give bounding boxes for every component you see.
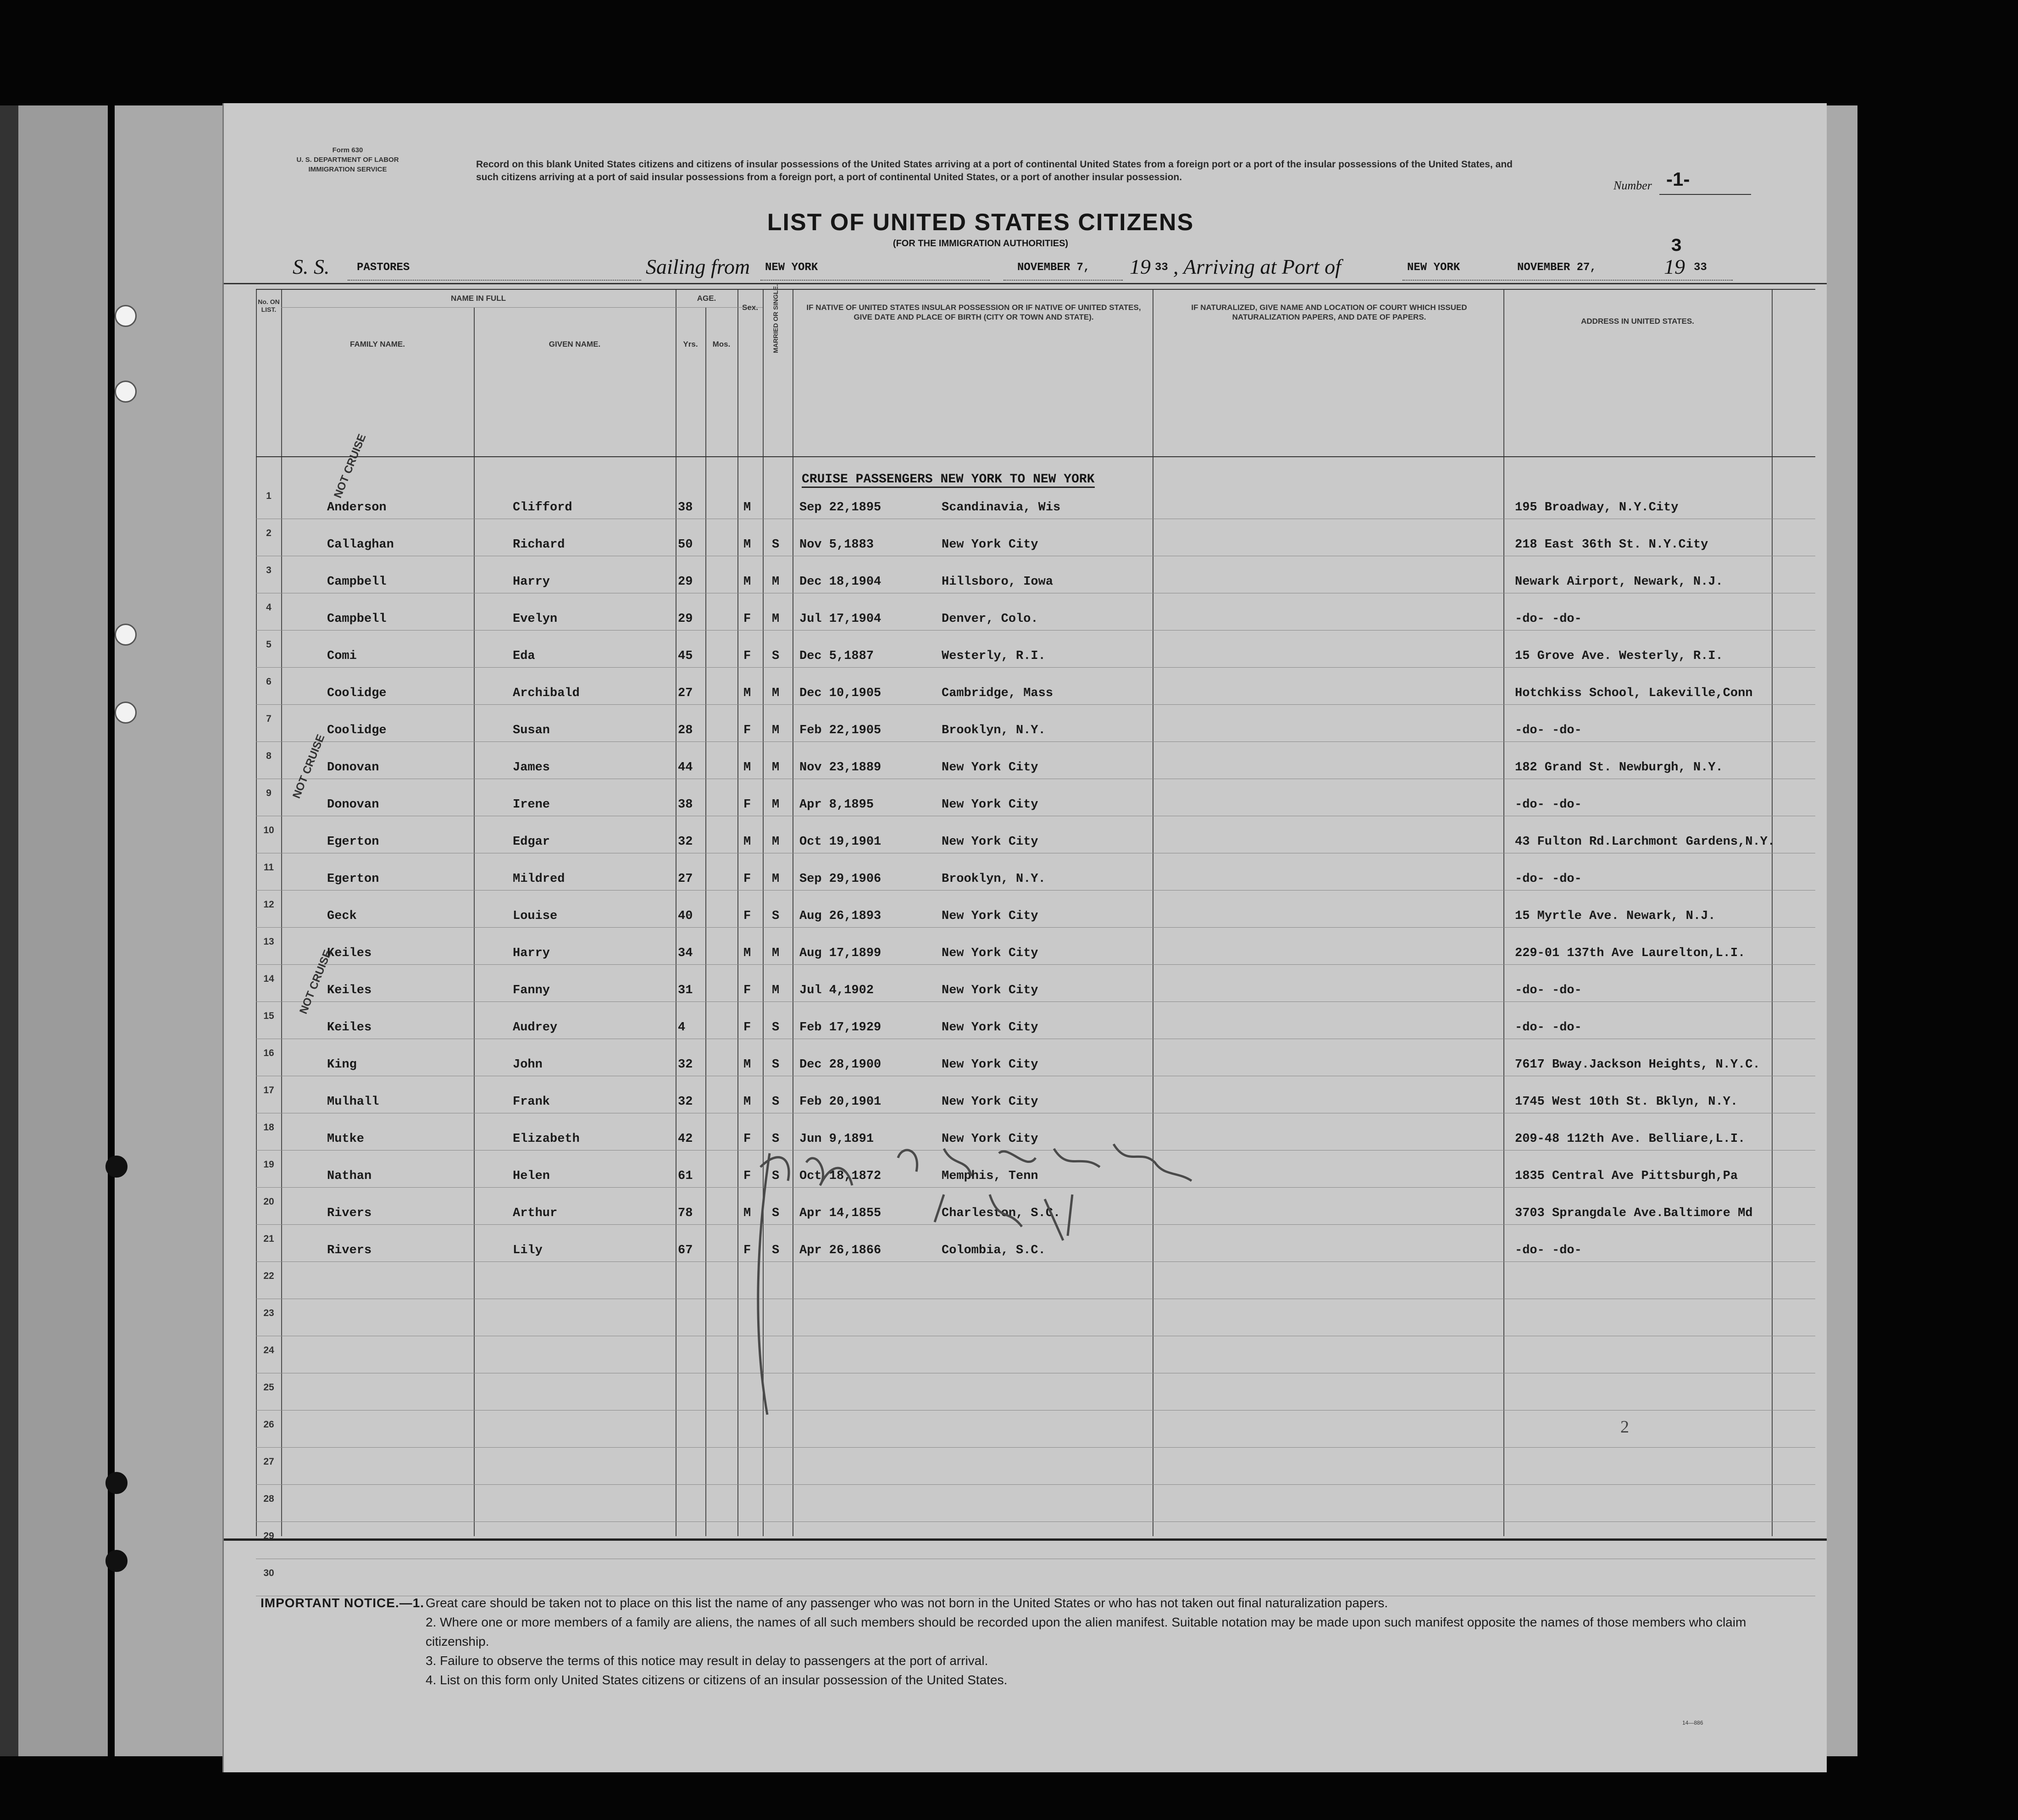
cell-address: -do- -do- [1515,1244,1582,1257]
col-line [705,307,706,1536]
cell-sex: F [743,649,751,663]
cell-place: New York City [942,835,1038,849]
arriving-year-overwrite: 3 [1671,236,1682,257]
row-rule [256,1001,1815,1002]
cell-place: New York City [942,984,1038,997]
row-rule [256,667,1815,668]
cell-sex: F [743,909,751,923]
cell-family: Keiles [327,984,372,997]
cell-ms: M [772,575,780,589]
ship-underline [348,280,641,281]
cell-ms: M [772,686,780,700]
row-rule [256,1521,1815,1522]
number-label: Number [1613,179,1652,192]
cell-ms: S [772,1021,780,1034]
cell-dob: Nov 5,1883 [799,538,874,552]
arriving-year: 33 [1694,261,1707,274]
col-line [1772,289,1773,1536]
notice-label: IMPORTANT NOTICE.—1. [261,1596,425,1610]
line-number: 22 [263,1271,274,1281]
line-number: 2 [266,528,272,538]
cell-sex: M [743,1206,751,1220]
line-number: 27 [263,1456,274,1467]
table-bottom-rule [224,1538,1827,1541]
cell-age: 38 [678,501,693,514]
notice-item: 2. Where one or more members of a family are aliens, the names of all such members should be recorded upon the alien manifest. Suitable notation may be made upon such manifest opposite the names of those members who claim citizenship. [426,1615,1746,1649]
page-mark: 2 [1620,1417,1629,1437]
cell-family: Keiles [327,946,372,960]
cell-dob: Dec 18,1904 [799,575,881,589]
binder-hole [105,1550,128,1572]
cell-place: Brooklyn, N.Y. [942,724,1046,737]
col-line [281,289,282,1536]
line-number: 4 [266,602,272,613]
line-number: 17 [263,1085,274,1095]
cell-dob: Feb 22,1905 [799,724,881,737]
line-number: 9 [266,788,272,798]
cell-family: Mulhall [327,1095,379,1109]
cell-sex: M [743,946,751,960]
line-number: 28 [263,1494,274,1504]
cell-place: Memphis, Tenn [942,1169,1038,1183]
sailing-port-underline [760,280,990,281]
cell-ms: S [772,1058,780,1072]
cell-ms: M [772,761,780,774]
row-rule [256,890,1815,891]
header-married-single: MARRIED OR SINGLE. [772,284,779,353]
sailing-date-underline [1003,280,1123,281]
line-number: 13 [263,936,274,947]
cell-place: New York City [942,1132,1038,1146]
cell-address: -do- -do- [1515,872,1582,886]
header-mid-rule [281,307,763,308]
line-number: 3 [266,565,272,575]
cell-place: New York City [942,798,1038,812]
line-number: 8 [266,751,272,761]
line-number: 16 [263,1048,274,1058]
cell-family: Donovan [327,761,379,774]
cell-given: Audrey [513,1021,558,1034]
cell-dob: Oct 18,1872 [799,1169,881,1183]
form-identifier: Form 630 U. S. DEPARTMENT OF LABOR IMMIGRATION SERVICE [296,146,399,173]
sailing-label: Sailing from [646,255,750,278]
cell-address: 218 East 36th St. N.Y.City [1515,538,1708,552]
number-underline [1659,194,1751,195]
cell-family: King [327,1058,357,1072]
cell-age: 78 [678,1206,693,1220]
cell-age: 67 [678,1244,693,1257]
binder-hole [105,1156,128,1178]
cell-address: -do- -do- [1515,984,1582,997]
cell-dob: Sep 22,1895 [799,501,881,514]
cell-place: New York City [942,946,1038,960]
cell-age: 61 [678,1169,693,1183]
cell-age: 38 [678,798,693,812]
col-line [1503,289,1504,1536]
header-sex: Sex. [742,303,758,312]
cell-family: Rivers [327,1206,372,1220]
line-number: 15 [263,1011,274,1021]
cell-age: 34 [678,946,693,960]
cell-given: Frank [513,1095,550,1109]
sailing-year-prefix: 19 [1130,255,1151,278]
cell-age: 32 [678,1058,693,1072]
cell-sex: F [743,612,751,626]
cell-sex: F [743,1132,751,1146]
cell-address: 43 Fulton Rd.Larchmont Gardens,N.Y. [1515,835,1775,849]
row-rule [256,630,1815,631]
row-rule [256,1484,1815,1485]
cell-family: Keiles [327,1021,372,1034]
scan-edge [0,105,18,1756]
line-number: 21 [263,1234,274,1244]
cell-family: Egerton [327,872,379,886]
row-rule [256,704,1815,705]
cell-sex: F [743,798,751,812]
line-number: 19 [263,1159,274,1170]
cell-age: 31 [678,984,693,997]
binder-hole [115,305,137,327]
cell-family: Coolidge [327,686,387,700]
cell-sex: M [743,1095,751,1109]
notice-item: 4. List on this form only United States citizens or citizens of an insular possession of the United States. [426,1673,1008,1687]
cell-dob: Apr 8,1895 [799,798,874,812]
cell-given: Evelyn [513,612,558,626]
cell-dob: Jul 17,1904 [799,612,881,626]
cell-family: Comi [327,649,357,663]
cell-age: 32 [678,835,693,849]
cell-given: Harry [513,946,550,960]
cell-address: 3703 Sprangdale Ave.Baltimore Md [1515,1206,1753,1220]
cell-place: Cambridge, Mass [942,686,1053,700]
cell-family: Coolidge [327,724,387,737]
number-value: -1- [1666,168,1690,190]
header-age: AGE. [697,294,716,303]
cell-ms: S [772,1095,780,1109]
cell-dob: Sep 29,1906 [799,872,881,886]
cell-given: Irene [513,798,550,812]
cell-place: Colombia, S.C. [942,1244,1046,1257]
line-number: 6 [266,676,272,687]
cell-sex: F [743,984,751,997]
inspector-signature [751,1130,1256,1428]
line-number: 26 [263,1419,274,1430]
cell-address: 15 Grove Ave. Westerly, R.I. [1515,649,1723,663]
row-rule [256,741,1815,742]
cell-address: 182 Grand St. Newburgh, N.Y. [1515,761,1723,774]
cell-given: Fanny [513,984,550,997]
cell-dob: Aug 26,1893 [799,909,881,923]
cell-sex: M [743,501,751,514]
cell-place: Scandinavia, Wis [942,501,1061,514]
cell-place: Hillsboro, Iowa [942,575,1053,589]
cell-family: Campbell [327,575,387,589]
record-instructions: Record on this blank United States citizens and citizens of insular possessions of the United States arriving at a port of continental United States from a foreign port or a port of the insular possessions of the United States, and such citizens arriving at a port of said insular possessions from a foreign port, a port of continental United States, or a port of another insular possession. [476,159,1513,183]
cell-sex: M [743,575,751,589]
cell-age: 27 [678,686,693,700]
line-number: 11 [263,862,274,873]
notice-item: 3. Failure to observe the terms of this notice may result in delay to passengers at the port of arrival. [426,1654,988,1668]
line-number: 1 [266,491,272,501]
cell-address: -do- -do- [1515,724,1582,737]
header-bottom-rule [256,456,1815,457]
cell-sex: M [743,686,751,700]
ship-name: PASTORES [357,261,410,274]
sailing-year: 33 [1155,261,1168,274]
cell-ms: M [772,612,780,626]
header-native: IF NATIVE OF UNITED STATES INSULAR POSSESSION OR IF NATIVE OF UNITED STATES, GIVE DATE AND PLACE OF BIRTH (CITY OR TOWN AND STATE). [806,303,1141,321]
cell-age: 42 [678,1132,693,1146]
cell-address: 209-48 112th Ave. Belliare,L.I. [1515,1132,1746,1146]
cell-address: -do- -do- [1515,612,1582,626]
line-number: 29 [263,1531,274,1541]
cell-age: 32 [678,1095,693,1109]
cell-sex: M [743,761,751,774]
cell-ms: M [772,724,780,737]
cell-sex: M [743,538,751,552]
ss-label: S. S. [293,255,330,278]
cell-age: 27 [678,872,693,886]
arriving-date: NOVEMBER 27, [1517,261,1597,274]
cell-dob: Apr 26,1866 [799,1244,881,1257]
cell-family: Nathan [327,1169,372,1183]
page-subtitle: (FOR THE IMMIGRATION AUTHORITIES) [893,238,1069,249]
cell-age: 29 [678,575,693,589]
header-given-name: GIVEN NAME. [549,340,601,349]
cell-place: New York City [942,538,1038,552]
cell-dob: Apr 14,1855 [799,1206,881,1220]
cell-given: Elizabeth [513,1132,580,1146]
stamp: NOT CRUISE [332,432,369,500]
cell-sex: F [743,724,751,737]
cell-place: New York City [942,909,1038,923]
cell-given: Harry [513,575,550,589]
cell-place: New York City [942,1021,1038,1034]
cell-given: Arthur [513,1206,558,1220]
cell-dob: Aug 17,1899 [799,946,881,960]
cell-place: New York City [942,1058,1038,1072]
header-yrs: Yrs. [683,340,698,349]
cell-address: 1745 West 10th St. Bklyn, N.Y. [1515,1095,1738,1109]
header-name-in-full: NAME IN FULL [451,294,506,303]
cell-family: Mutke [327,1132,365,1146]
notice-item: Great care should be taken not to place on this list the name of any passenger who was not born in the United States or who has not taken out final naturalization papers. [426,1596,1388,1610]
cell-given: Louise [513,909,558,923]
cell-given: Helen [513,1169,550,1183]
cell-age: 28 [678,724,693,737]
cell-place: New York City [942,1095,1038,1109]
line-number: 14 [263,974,274,984]
header-family-name: FAMILY NAME. [350,340,405,349]
cell-address: Newark Airport, Newark, N.J. [1515,575,1723,589]
cell-place: Charleston, S.C. [942,1206,1061,1220]
cell-given: Eda [513,649,535,663]
cell-age: 40 [678,909,693,923]
cell-family: Anderson [327,501,387,514]
cell-sex: M [743,1058,751,1072]
cell-dob: Jul 4,1902 [799,984,874,997]
cell-sex: F [743,1244,751,1257]
cell-given: Edgar [513,835,550,849]
line-number: 20 [263,1196,274,1207]
header-address: ADDRESS IN UNITED STATES. [1581,317,1694,326]
arriving-label: , Arriving at Port of [1173,255,1341,278]
cell-family: Rivers [327,1244,372,1257]
voyage-rule [224,283,1827,284]
cell-age: 4 [678,1021,686,1034]
arriving-port: NEW YORK [1407,261,1460,274]
cell-given: Mildred [513,872,565,886]
cell-dob: Dec 10,1905 [799,686,881,700]
col-line [474,307,475,1536]
binder-hole [115,702,137,724]
cell-ms: S [772,909,780,923]
cell-ms: M [772,984,780,997]
col-line [256,289,257,1536]
binder-hole [115,381,137,403]
header-naturalized: IF NATURALIZED, GIVE NAME AND LOCATION OF COURT WHICH ISSUED NATURALIZATION PAPERS, AND DATE OF PAPERS. [1191,303,1467,321]
line-number: 25 [263,1382,274,1393]
cell-family: Callaghan [327,538,394,552]
stamp: NOT CRUISE [290,732,327,801]
cell-ms: M [772,798,780,812]
row-rule [256,964,1815,965]
cell-address: 229-01 137th Ave Laurelton,L.I. [1515,946,1746,960]
cell-ms: S [772,1132,780,1146]
cell-age: 29 [678,612,693,626]
manifest-page [222,103,1827,1772]
cell-dob: Nov 23,1889 [799,761,881,774]
line-number: 7 [266,714,272,724]
cell-dob: Dec 5,1887 [799,649,874,663]
cell-address: 1835 Central Ave Pittsburgh,Pa [1515,1169,1738,1183]
cell-given: James [513,761,550,774]
cell-given: Archibald [513,686,580,700]
form-code: 14—886 [1682,1720,1703,1726]
cell-sex: M [743,835,751,849]
cell-family: Campbell [327,612,387,626]
stamp: NOT CRUISE [297,948,334,1016]
cell-ms: S [772,1206,780,1220]
cell-address: -do- -do- [1515,1021,1582,1034]
header-no: No. ON LIST. [258,298,280,313]
cell-given: Clifford [513,501,572,514]
cell-given: Lily [513,1244,543,1257]
cell-ms: M [772,835,780,849]
line-number: 30 [263,1568,274,1578]
cell-dob: Jun 9,1891 [799,1132,874,1146]
sailing-date: NOVEMBER 7, [1017,261,1090,274]
cell-place: Westerly, R.I. [942,649,1046,663]
sailing-port: NEW YORK [765,261,818,274]
cell-ms: M [772,872,780,886]
notice-items [426,1593,1783,1690]
cell-family: Egerton [327,835,379,849]
cell-ms: S [772,1169,780,1183]
cell-sex: F [743,872,751,886]
cell-address: -do- -do- [1515,798,1582,812]
cell-age: 44 [678,761,693,774]
line-number: 23 [263,1308,274,1318]
cell-place: Denver, Colo. [942,612,1038,626]
line-number: 5 [266,639,272,650]
cell-address: 195 Broadway, N.Y.City [1515,501,1679,514]
cell-given: John [513,1058,543,1072]
cell-ms: S [772,649,780,663]
row-rule [256,1447,1815,1448]
cell-sex: F [743,1169,751,1183]
cell-dob: Oct 19,1901 [799,835,881,849]
cell-ms: M [772,946,780,960]
cell-family: Donovan [327,798,379,812]
cell-given: Richard [513,538,565,552]
page-title: LIST OF UNITED STATES CITIZENS [767,209,1194,236]
col-line [737,289,738,1536]
binder-hole [115,624,137,646]
cell-given: Susan [513,724,550,737]
cell-place: New York City [942,761,1038,774]
binder-hole [105,1472,128,1494]
arriving-year-prefix: 19 [1664,255,1685,278]
cell-family: Geck [327,909,357,923]
header-top-rule [256,289,1815,290]
cell-sex: F [743,1021,751,1034]
cell-dob: Feb 17,1929 [799,1021,881,1034]
line-number: 12 [263,899,274,910]
cell-place: Brooklyn, N.Y. [942,872,1046,886]
cell-ms: S [772,538,780,552]
cell-dob: Dec 28,1900 [799,1058,881,1072]
cell-dob: Feb 20,1901 [799,1095,881,1109]
cell-address: 15 Myrtle Ave. Newark, N.J. [1515,909,1716,923]
row-rule [256,927,1815,928]
cell-age: 50 [678,538,693,552]
header-mos: Mos. [712,340,731,349]
line-number: 10 [263,825,274,835]
cell-age: 45 [678,649,693,663]
cell-ms: S [772,1244,780,1257]
line-number: 24 [263,1345,274,1355]
cell-address: Hotchkiss School, Lakeville,Conn [1515,686,1753,700]
cell-address: 7617 Bway.Jackson Heights, N.Y.C. [1515,1058,1760,1072]
line-number: 18 [263,1122,274,1133]
cruise-passengers-note: CRUISE PASSENGERS NEW YORK TO NEW YORK [802,472,1095,488]
